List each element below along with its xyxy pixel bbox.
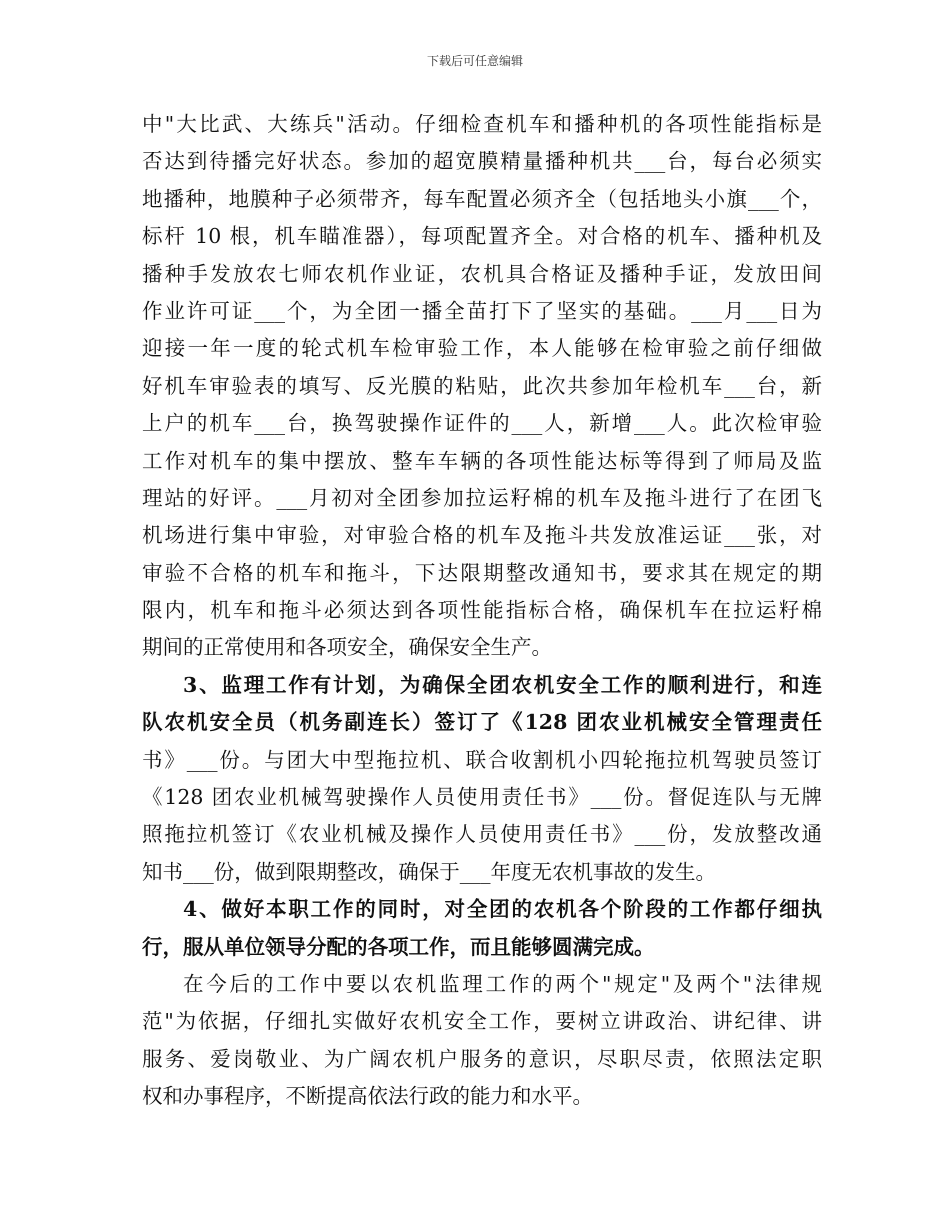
text-line: 工作对机车的集中摆放、整车车辆的各项性能达标等得到了师局及监 <box>142 448 822 473</box>
text-line: 行，服从单位领导分配的各项工作，而且能够圆满完成。 <box>142 934 655 959</box>
text-line: 作业许可证___个，为全团一播全苗打下了坚实的基础。___月___日为 <box>142 298 822 323</box>
text-line: 审验不合格的机车和拖斗，下达限期整改通知书，要求其在规定的期 <box>142 560 822 585</box>
text-line: 地播种，地膜种子必须带齐，每车配置必须齐全（包括地头小旗___个， <box>142 186 822 211</box>
text-line: 服务、爱岗敬业、为广阔农机户服务的意识，尽职尽责，依照法定职 <box>142 1046 822 1071</box>
text-line: 中"大比武、大练兵"活动。仔细检查机车和播种机的各项性能指标是 <box>142 112 822 136</box>
text-line: 队农机安全员（机务副连长）签订了《128 团农业机械安全管理责任 <box>142 710 822 735</box>
text-line: 在今后的工作中要以农机监理工作的两个"规定"及两个"法律规 <box>183 971 822 996</box>
text-line: 理站的好评。___月初对全团参加拉运籽棉的机车及拖斗进行了在团飞 <box>142 485 822 510</box>
text-line: 迎接一年一度的轮式机车检审验工作，本人能够在检审验之前仔细做 <box>142 336 822 361</box>
text-line: 期间的正常使用和各项安全，确保安全生产。 <box>142 635 552 660</box>
text-line: 书》___份。与团大中型拖拉机、联合收割机小四轮拖拉机驾驶员签订 <box>142 747 822 772</box>
text-line: 否达到待播完好状态。参加的超宽膜精量播种机共___台，每台必须实 <box>142 149 822 174</box>
text-line: 机场进行集中审验，对审验合格的机车及拖斗共发放准运证___张，对 <box>142 523 822 548</box>
text-line: 限内，机车和拖斗必须达到各项性能指标合格，确保机车在拉运籽棉 <box>142 598 822 623</box>
page-header-note: 下载后可任意编辑 <box>426 54 523 68</box>
document-body <box>142 106 822 1116</box>
text-line: 范"为依据，仔细扎实做好农机安全工作，要树立讲政治、讲纪律、讲 <box>142 1009 822 1034</box>
text-line: 知书___份，做到限期整改，确保于___年度无农机事故的发生。 <box>142 859 716 884</box>
text-line: 好机车审验表的填写、反光膜的粘贴，此次共参加年检机车___台，新 <box>142 373 822 398</box>
text-line: 4、做好本职工作的同时，对全团的农机各个阶段的工作都仔细执 <box>183 897 822 922</box>
text-line: 照拖拉机签订《农业机械及操作人员使用责任书》___份，发放整改通 <box>142 822 822 847</box>
text-line: 《128 团农业机械驾驶操作人员使用责任书》___份。督促连队与无牌 <box>142 785 822 810</box>
text-line: 权和办事程序，不断提高依法行政的能力和水平。 <box>142 1084 593 1109</box>
text-line: 标杆 10 根，机车瞄准器），每项配置齐全。对合格的机车、播种机及 <box>142 224 822 249</box>
text-line: 上户的机车___台，换驾驶操作证件的___人，新增___人。此次检审验 <box>142 411 822 436</box>
text-line: 3、监理工作有计划，为确保全团农机安全工作的顺利进行，和连 <box>183 672 822 697</box>
text-line: 播种手发放农七师农机作业证，农机具合格证及播种手证，发放田间 <box>142 261 822 286</box>
